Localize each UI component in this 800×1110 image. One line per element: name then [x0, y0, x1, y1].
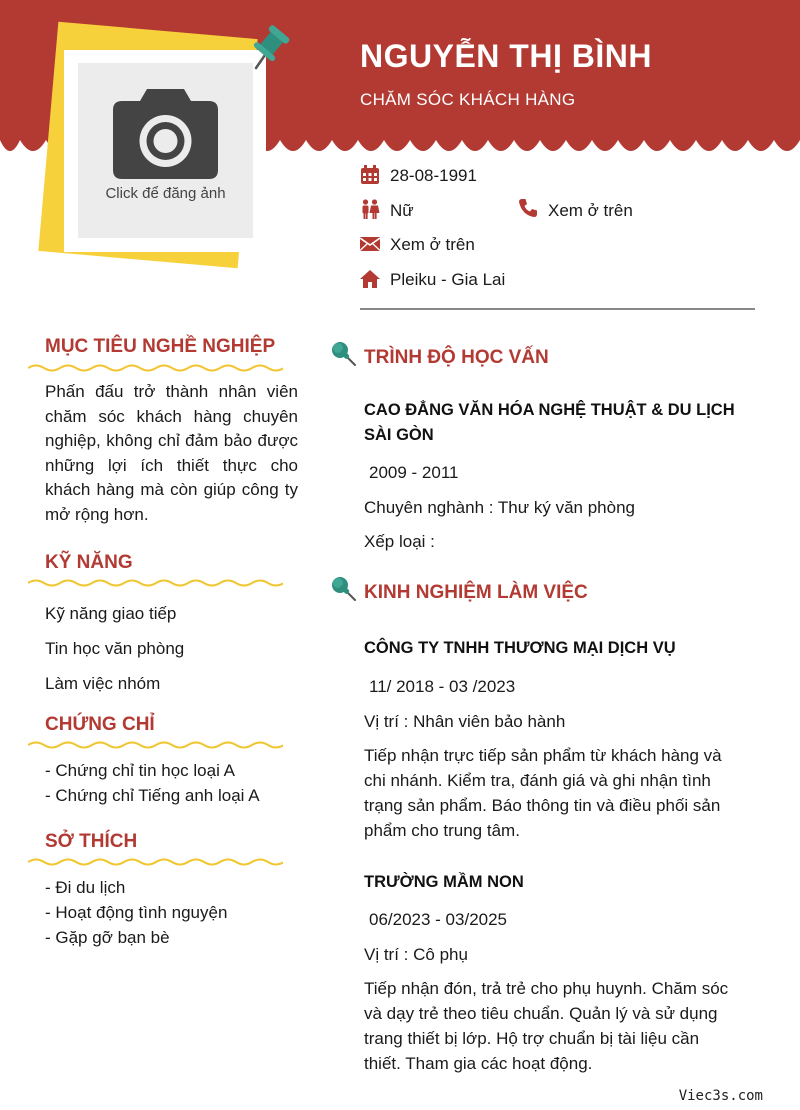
- skills-heading: KỸ NĂNG: [45, 552, 133, 573]
- job-role: Vị trí : Cô phụ: [364, 945, 468, 964]
- hobby-item: - Hoạt động tình nguyện: [45, 903, 228, 922]
- hobbies-divider: [28, 856, 283, 868]
- hobbies-heading: SỞ THÍCH: [45, 831, 138, 852]
- job-role: Vị trí : Nhân viên bảo hành: [364, 712, 566, 731]
- school-name: CAO ĐẲNG VĂN HÓA NGHỆ THUẬT & DU LỊCH SÀI GÒN: [364, 401, 735, 444]
- skills-divider: [28, 577, 283, 589]
- job-position: CHĂM SÓC KHÁCH HÀNG: [360, 90, 576, 109]
- calendar-icon: [360, 165, 380, 185]
- experience-heading: KINH NGHIỆM LÀM VIỆC: [364, 582, 588, 603]
- phone-icon: [518, 198, 538, 218]
- pushpin-icon: [246, 24, 292, 72]
- upload-photo-button[interactable]: [78, 63, 253, 238]
- education-heading: TRÌNH ĐỘ HỌC VẤN: [364, 347, 549, 368]
- skill-item: Làm việc nhóm: [45, 674, 161, 693]
- camera-icon: [113, 89, 218, 179]
- objective-divider: [28, 362, 283, 374]
- photo-caption: Click để đăng ảnh: [105, 185, 226, 202]
- objective-text: Phấn đấu trở thành nhân viên chăm sóc khách hàng chuyên nghiệp, không chỉ đảm bảo được những lợi ích thiết thực cho khách hàng mà còn giúp công ty mở rộng hơn.: [45, 382, 298, 524]
- contact-divider: [360, 308, 755, 310]
- certificate-item: - Chứng chỉ Tiếng anh loại A: [45, 786, 260, 805]
- skill-item: Tin học văn phòng: [45, 639, 185, 658]
- job-description: Tiếp nhận trực tiếp sản phẩm từ khách hàng và chi nhánh. Kiểm tra, đánh giá và ghi nhận tình trạng sản phẩm. Báo thông tin và điều phối sản phẩm cho trung tâm.: [364, 746, 722, 840]
- certificates-divider: [28, 739, 283, 751]
- pushpin-icon: [328, 338, 356, 366]
- pushpin-icon: [328, 573, 356, 601]
- hobby-item: - Gặp gỡ bạn bè: [45, 928, 170, 947]
- phone-value: Xem ở trên: [548, 201, 633, 220]
- home-icon: [360, 269, 380, 289]
- gender-value: Nữ: [390, 201, 414, 220]
- job-description: Tiếp nhận đón, trả trẻ cho phụ huynh. Chăm sóc và dạy trẻ theo tiêu chuẩn. Quản lý và sử dụng trang thiết bị lớp. Hộ trợ chuẩn bị tài liệu cần thiết. Tham gia các hoạt động.: [364, 979, 729, 1073]
- certificate-item: - Chứng chỉ tin học loại A: [45, 761, 235, 780]
- education-period: 2009 - 2011: [369, 463, 459, 482]
- hobby-item: - Đi du lịch: [45, 878, 126, 897]
- education-grade: Xếp loại :: [364, 532, 435, 551]
- address-value: Pleiku - Gia Lai: [390, 270, 506, 289]
- objective-heading: MỤC TIÊU NGHỀ NGHIỆP: [45, 336, 276, 357]
- email-value: Xem ở trên: [390, 235, 475, 254]
- job-period: 06/2023 - 03/2025: [369, 910, 508, 929]
- email-icon: [360, 234, 380, 254]
- watermark: Viec3s.com: [678, 1088, 763, 1104]
- gender-icon: [360, 199, 380, 219]
- job-company: CÔNG TY TNHH THƯƠNG MẠI DỊCH VỤ: [364, 639, 676, 657]
- job-company: TRƯỜNG MẦM NON: [364, 873, 524, 891]
- certificates-heading: CHỨNG CHỈ: [45, 714, 155, 735]
- birthday-value: 28-08-1991: [390, 166, 477, 185]
- full-name: NGUYỄN THỊ BÌNH: [360, 38, 652, 74]
- skill-item: Kỹ năng giao tiếp: [45, 604, 177, 623]
- job-period: 11/ 2018 - 03 /2023: [369, 677, 516, 696]
- education-major: Chuyên nghành : Thư ký văn phòng: [364, 498, 635, 517]
